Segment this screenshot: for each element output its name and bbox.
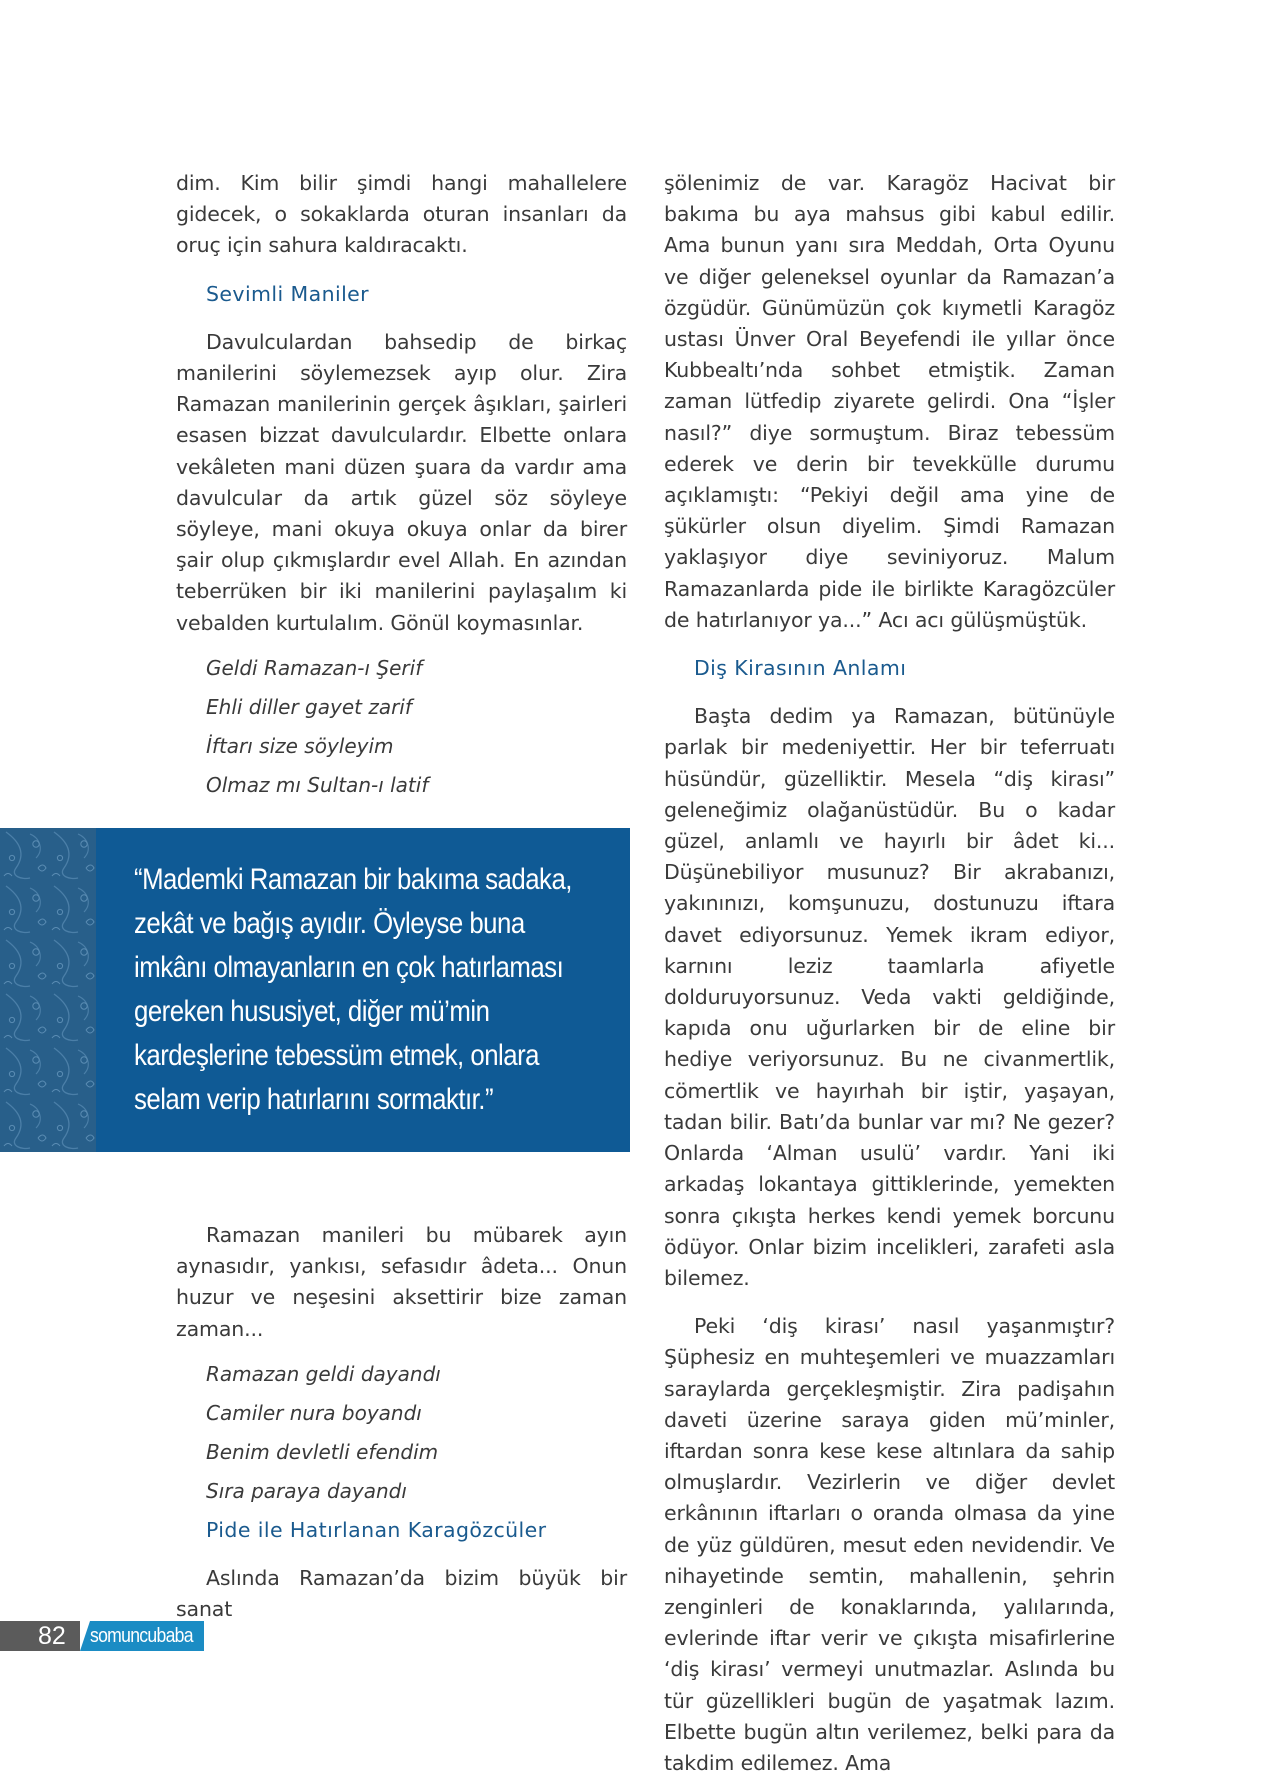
pull-quote-box [0,828,630,1152]
poem-2-line: Sıra paraya dayandı [206,1478,407,1503]
poem-1-line: Olmaz mı Sultan-ı latif [206,772,429,797]
paragraph-saray: Peki ‘diş kirası’ nasıl yaşanmıştır? Şüphesiz en muhteşemleri ve muazzamları saraylarda gerçekleşmiştir. Zira padişahın daveti üzerine saraya giden mü’minler, iftardan sonra kese kese altınlara da sahip olmuşlardır. Vezirlerin ve diğer devlet erkânının iftarları o oranda olmasa da yine de yüz güldüren, mesut eden nevidendir. Ve nihayetinde semtin, mahallenin, şehrin zenginleri de konaklarında, yalılarında, evlerinde iftar verir ve çıkışta misafirlerine ‘diş kirası’ vermeyi unutmazlar. Aslında bu tür güzellikleri bugün de yaşatmak lazım. Elbette bugün altın verilemez, belki para da takdim edilemez. Ama [664,1314,1115,1775]
paragraph-ayna: Ramazan manileri bu mübarek ayın aynasıdır, yankısı, sefasıdır âdeta... Onun huzur ve neşesini aksettirir bize zaman zaman... [176,1223,627,1341]
poem-1 [176,649,627,805]
right-column [664,168,1115,1779]
paragraph-senlik: şölenimiz de var. Karagöz Hacivat bir bakıma bu aya mahsus gibi kabul edilir. Ama bunun yanı sıra Meddah, Orta Oyunu ve diğer geleneksel oyunlar da Ramazan’a özgüdür. Günümüzün çok kıymetli Karagöz ustası Ünver Oral Beyefendi ile yıllar önce Kubbealtı’nda sohbet etmiştik. Zaman zaman lütfedip ziyarete gelirdi. Ona “İşler nasıl?” diye sormuştum. Biraz tebessüm ederek ve derin bir tevekkülle durumu açıklamıştı: “Pekiyi değil ama yine de şükürler olsun diyelim. Şimdi Ramazan yaklaşıyor diye seviniyoruz. Malum Ramazanlarda pide ile birlikte Karagözcüler de hatırlanıyor ya...” Acı acı gülüşmüştük. [664,171,1115,632]
brand-logo: somuncubaba [90,1625,193,1647]
paragraph-sanat: Aslında Ramazan’da bizim büyük bir sanat [176,1566,627,1622]
left-column [176,168,627,805]
heading-dis-kirasi: Diş Kirasının Anlamı [694,656,907,681]
page-number: 82 [38,1622,66,1650]
poem-1-line: İftarı size söyleyim [206,733,394,758]
poem-2-line: Ramazan geldi dayandı [206,1361,441,1386]
left-column-lower [176,1220,627,1625]
paragraph-intro: dim. Kim bilir şimdi hangi mahallelere gidecek, o sokaklarda oturan insanları da oruç için sahura kaldıracaktı. [176,171,627,258]
page-footer [0,1621,210,1651]
poem-1-line: Geldi Ramazan-ı Şerif [206,655,423,680]
poem-2-line: Benim devletli efendim [206,1439,439,1464]
poem-2 [176,1355,627,1511]
pull-quote-text: “Mademki Ramazan bir bakıma sadaka, zekât ve bağış ayıdır. Öyleyse buna imkânı olmayanların en çok hatırlaması gereken hususiyet, diğer mü’min kardeşlerine tebessüm etmek, onlara selam verip hatırlarını sormaktır.” [134,863,572,1116]
poem-1-line: Ehli diller gayet zarif [206,694,412,719]
paragraph-maniler: Davulculardan bahsedip de birkaç manilerini söylemezsek ayıp olur. Zira Ramazan manilerinin gerçek âşıkları, şairleri esasen bizzat davulculardır. Elbette onlara vekâleten mani düzen şuara da vardır ama davulcular da artık güzel söz söyleye söyleye, mani okuya okuya onlar da birer şair olup çıkmışlardır evel Allah. En azından teberrüken bir iki manilerini paylaşalım ki vebalden kurtulalım. Gönül koymasınlar. [176,329,627,635]
poem-2-line: Camiler nura boyandı [206,1400,422,1425]
heading-sevimli-maniler: Sevimli Maniler [206,281,370,306]
paragraph-medeniyet: Başta dedim ya Ramazan, bütünüyle parlak bir medeniyettir. Her bir teferruatı hüsündür, güzelliktir. Mesela “diş kirası” geleneğimiz olağanüstüdür. Bu o kadar güzel, anlamlı ve hayırlı bir âdet ki... Düşünebiliyor musunuz? Bir akrabanızı, yakınınızı, komşunuzu, dostunuzu iftara davet ediyorsunuz. Yemek ikram ediyor, karnını leziz taamlarla afiyetle dolduruyorsunuz. Veda vakti geldiğinde, kapıda onu uğurlarken bir de eline bir hediye veriyorsunuz. Bu ne civanmertlik, cömertlik ve hayırhah bir iştir, yaşayan, tadan bilir. Batı’da bunlar var mı? Ne gezer? Onlarda ‘Alman usulü’ vardır. Yani iki arkadaş lokantaya gittiklerinde, yemekten sonra çıkışta herkes kendi yemek borcunu ödüyor. Onlar bizim incelikleri, zarafeti asla bilemez. [664,704,1115,1290]
heading-pide-karagozculer: Pide ile Hatırlanan Karagözcüler [206,1517,547,1542]
floral-pattern-icon [0,828,96,1152]
